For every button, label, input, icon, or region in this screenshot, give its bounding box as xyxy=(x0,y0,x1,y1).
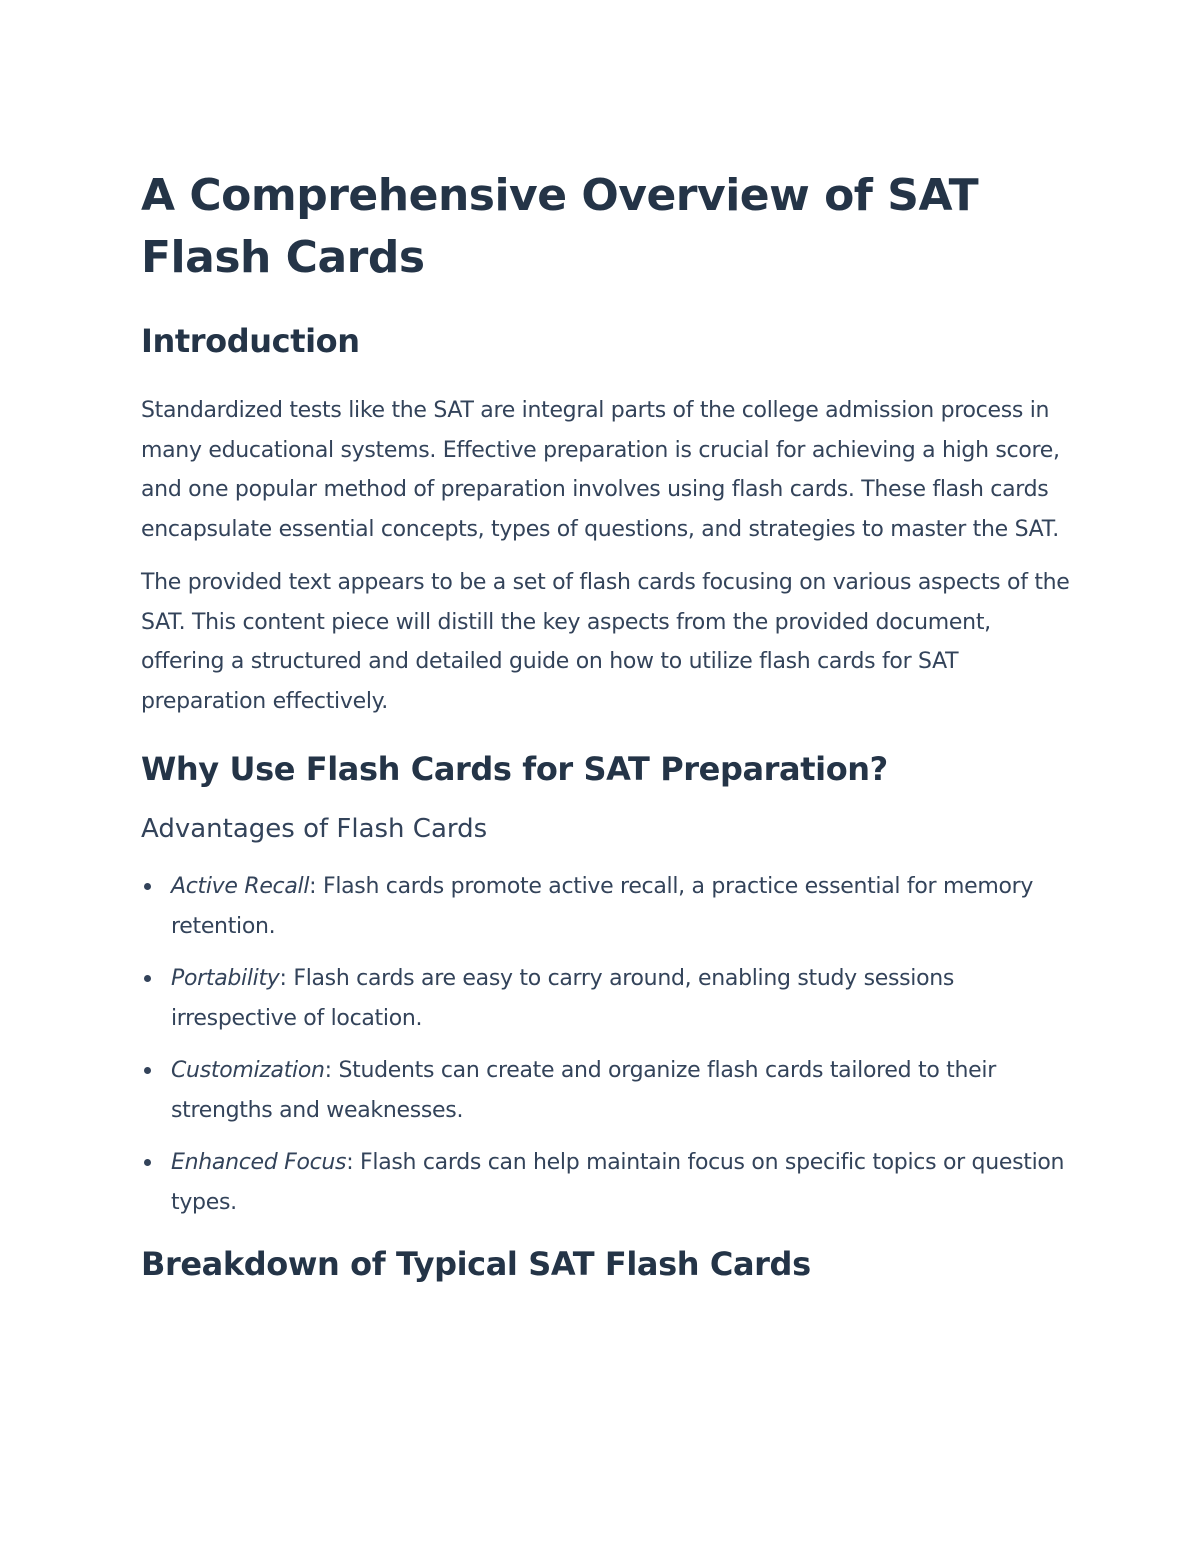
advantage-term: Portability xyxy=(171,966,280,991)
intro-paragraph-2: The provided text appears to be a set of flash cards focusing on various aspects of the SAT. This content piece will distill the key aspects from the provided document, offering a structured and detailed guide on how to utilize flash cards for SAT preparation effectively. xyxy=(141,570,1070,714)
bullet-icon xyxy=(144,975,151,982)
advantages-list xyxy=(141,867,1071,1222)
advantage-text: : Flash cards promote active recall, a practice essential for memory retention. xyxy=(171,874,1034,939)
advantage-text: : Flash cards are easy to carry around, enabling study sessions irrespective of location. xyxy=(171,966,955,1031)
bullet-icon xyxy=(144,883,151,890)
advantage-text: : Students can create and organize flash cards tailored to their strengths and weaknesses. xyxy=(171,1058,996,1123)
list-item xyxy=(141,959,1071,1038)
document-page xyxy=(141,165,1071,1286)
list-item xyxy=(141,1143,1071,1222)
bullet-icon xyxy=(144,1067,151,1074)
advantage-text: : Flash cards can help maintain focus on specific topics or question types. xyxy=(171,1150,1065,1215)
advantage-term: Active Recall xyxy=(171,874,310,899)
advantage-term: Customization xyxy=(171,1058,325,1083)
list-item xyxy=(141,867,1071,946)
breakdown-heading: Breakdown of Typical SAT Flash Cards xyxy=(141,1245,811,1283)
introduction-heading: Introduction xyxy=(141,322,360,360)
list-item xyxy=(141,1051,1071,1130)
document-title: A Comprehensive Overview of SAT Flash Cards xyxy=(141,170,979,283)
advantage-term: Enhanced Focus xyxy=(171,1150,347,1175)
bullet-icon xyxy=(144,1159,151,1166)
why-flash-cards-heading: Why Use Flash Cards for SAT Preparation? xyxy=(141,750,888,788)
advantages-heading: Advantages of Flash Cards xyxy=(141,814,488,844)
intro-paragraph-1: Standardized tests like the SAT are integral parts of the college admission process in many educational systems. Effective preparation is crucial for achieving a high score, and one popular method of preparation involves using flash cards. These flash cards encapsulate essential concepts, types of questions, and strategies to master the SAT. xyxy=(141,398,1060,542)
